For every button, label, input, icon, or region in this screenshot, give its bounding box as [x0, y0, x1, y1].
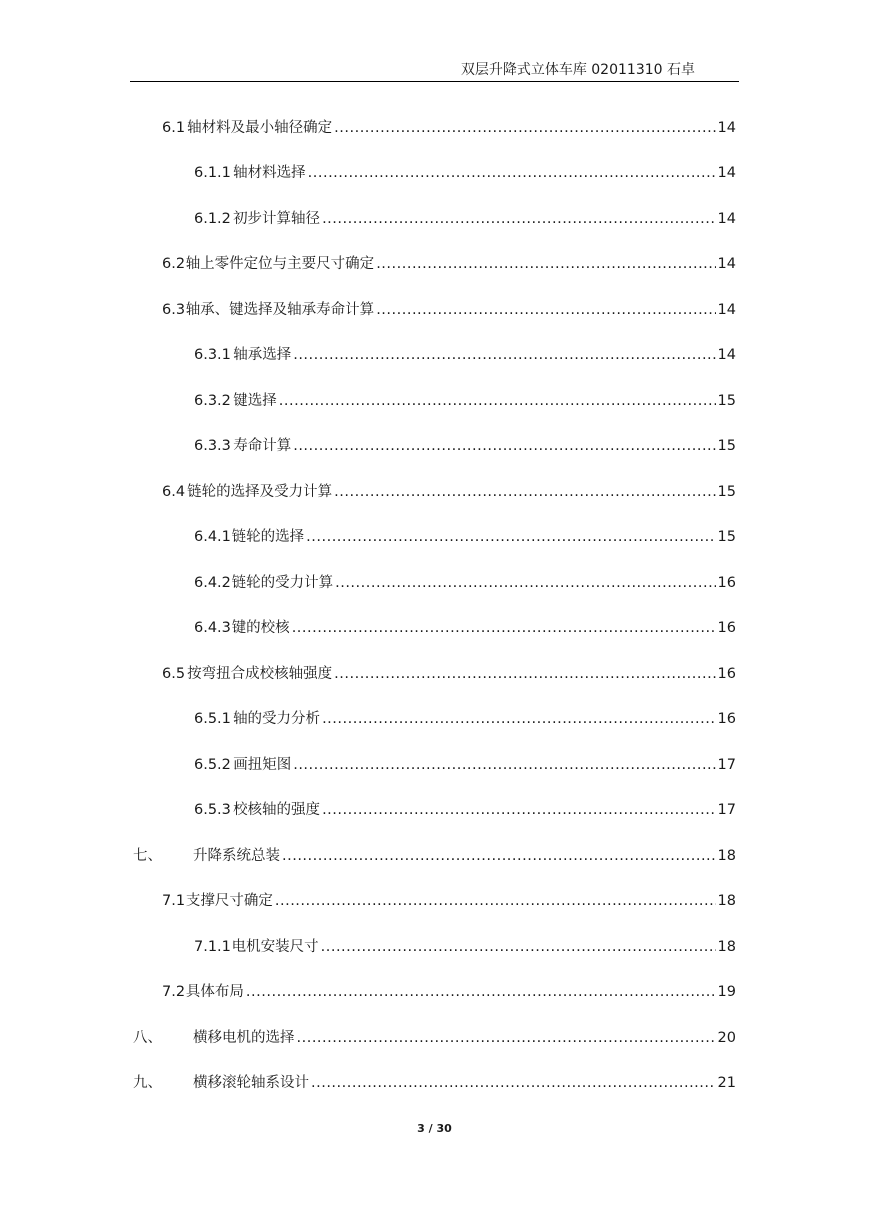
- toc-entry[interactable]: [194, 344, 736, 366]
- toc-number: 6.4.1: [194, 529, 231, 545]
- toc-title: 键的校核: [231, 620, 290, 636]
- toc-page: 15: [717, 529, 736, 545]
- toc-title: 升降系统总装: [193, 848, 280, 864]
- toc-entry[interactable]: [194, 435, 736, 457]
- toc-title: 轴的受力分析: [233, 711, 321, 727]
- toc-entry[interactable]: [162, 663, 736, 685]
- page-footer: [0, 1122, 869, 1135]
- toc-page: 16: [717, 620, 736, 636]
- toc-entry[interactable]: [194, 208, 736, 230]
- toc-entry[interactable]: [133, 1072, 736, 1094]
- toc-page: 14: [717, 347, 736, 363]
- toc-title: 轴材料选择: [233, 165, 306, 181]
- toc-page: 14: [717, 211, 736, 227]
- toc-title: 寿命计算: [233, 438, 292, 454]
- toc-page: 15: [717, 438, 736, 454]
- toc-title: 横移电机的选择: [193, 1030, 295, 1046]
- toc-entry[interactable]: [133, 845, 736, 867]
- toc-page: 14: [717, 256, 736, 272]
- toc-number: 6.5.2: [194, 757, 231, 773]
- toc-title: 具体布局: [185, 984, 244, 1000]
- toc-number: 七、: [133, 848, 162, 864]
- toc-entry[interactable]: [162, 890, 736, 912]
- toc-title: 电机安装尺寸: [231, 939, 319, 955]
- toc-title: 轴承选择: [233, 347, 292, 363]
- toc-leader: [292, 617, 716, 639]
- toc-leader: [297, 1027, 716, 1049]
- toc-page: 14: [717, 302, 736, 318]
- toc-leader: [334, 481, 715, 503]
- header-text: 双层升降式立体车库 02011310 石卓: [460, 62, 695, 78]
- toc-page: 17: [717, 802, 736, 818]
- toc-page: 18: [717, 848, 736, 864]
- toc-title: 轴上零件定位与主要尺寸确定: [185, 256, 375, 272]
- toc-page: 16: [717, 666, 736, 682]
- toc-page: 20: [717, 1030, 736, 1046]
- toc-entry[interactable]: [162, 299, 736, 321]
- toc-title: 链轮的选择及受力计算: [187, 484, 333, 500]
- toc-number: 6.3: [162, 302, 186, 318]
- toc-number: 7.2: [162, 984, 186, 1000]
- toc-entry[interactable]: [194, 799, 736, 821]
- toc-page: 14: [717, 165, 736, 181]
- toc-title: 轴材料及最小轴径确定: [187, 120, 333, 136]
- toc-title: 画扭矩图: [233, 757, 292, 773]
- toc-number: 6.5.1: [194, 711, 231, 727]
- toc-page: 18: [717, 893, 736, 909]
- toc-entry[interactable]: [194, 617, 736, 639]
- toc-leader: [306, 526, 715, 548]
- page-indicator: 3 / 30: [417, 1122, 452, 1135]
- toc-number: 6.1: [162, 120, 186, 136]
- toc-number: 6.5.3: [194, 802, 231, 818]
- toc-leader: [376, 253, 715, 275]
- toc-title: 支撑尺寸确定: [185, 893, 273, 909]
- toc-entry[interactable]: [194, 708, 736, 730]
- toc-number: 7.1.1: [194, 939, 231, 955]
- toc-leader: [321, 936, 716, 958]
- toc-number: 6.4: [162, 484, 186, 500]
- toc-number: 6.3.3: [194, 438, 231, 454]
- toc-leader: [279, 390, 716, 412]
- toc-number: 九、: [133, 1075, 162, 1091]
- toc-title: 链轮的选择: [231, 529, 305, 545]
- toc-leader: [246, 981, 716, 1003]
- toc-number: 6.3.1: [194, 347, 231, 363]
- toc-number: 6.4.2: [194, 575, 231, 591]
- toc-leader: [293, 754, 715, 776]
- toc-leader: [275, 890, 716, 912]
- toc-title: 校核轴的强度: [233, 802, 321, 818]
- toc-entry[interactable]: [194, 526, 736, 548]
- toc-leader: [308, 162, 716, 184]
- toc-entry[interactable]: [194, 572, 736, 594]
- toc-leader: [334, 117, 715, 139]
- toc-leader: [293, 435, 715, 457]
- toc-entry[interactable]: [194, 390, 736, 412]
- toc-number: 7.1: [162, 893, 186, 909]
- toc-leader: [335, 572, 715, 594]
- toc-leader: [322, 799, 715, 821]
- toc-title: 按弯扭合成校核轴强度: [187, 666, 333, 682]
- toc-entry[interactable]: [194, 936, 736, 958]
- toc-page: 19: [717, 984, 736, 1000]
- toc-entry[interactable]: [162, 117, 736, 139]
- toc-number: 八、: [133, 1030, 162, 1046]
- toc-entry[interactable]: [194, 754, 736, 776]
- toc-leader: [376, 299, 715, 321]
- toc-number: 6.4.3: [194, 620, 231, 636]
- toc-page: 15: [717, 484, 736, 500]
- toc-entry[interactable]: [162, 981, 736, 1003]
- toc-title: 轴承、键选择及轴承寿命计算: [185, 302, 375, 318]
- toc-leader: [322, 208, 715, 230]
- toc-leader: [322, 708, 715, 730]
- toc-leader: [334, 663, 715, 685]
- toc-number: 6.3.2: [194, 393, 231, 409]
- toc-number: 6.2: [162, 256, 186, 272]
- toc-page: 16: [717, 575, 736, 591]
- toc-title: 链轮的受力计算: [231, 575, 334, 591]
- toc-page: 18: [717, 939, 736, 955]
- toc-entry[interactable]: [133, 1027, 736, 1049]
- toc-page: 21: [717, 1075, 736, 1091]
- toc-title: 初步计算轴径: [233, 211, 321, 227]
- toc-page: 15: [717, 393, 736, 409]
- toc-entry[interactable]: [194, 162, 736, 184]
- toc-entry[interactable]: [162, 481, 736, 503]
- page-header: [130, 58, 739, 82]
- toc-number: 6.1.1: [194, 165, 231, 181]
- toc-page: 17: [717, 757, 736, 773]
- toc-title: 键选择: [233, 393, 277, 409]
- toc-leader: [293, 344, 715, 366]
- toc-title: 横移滚轮轴系设计: [193, 1075, 309, 1091]
- toc-number: 6.1.2: [194, 211, 231, 227]
- toc-entry[interactable]: [162, 253, 736, 275]
- toc-page: 16: [717, 711, 736, 727]
- toc-leader: [282, 845, 716, 867]
- toc-page: 14: [717, 120, 736, 136]
- toc-leader: [311, 1072, 716, 1094]
- toc-number: 6.5: [162, 666, 186, 682]
